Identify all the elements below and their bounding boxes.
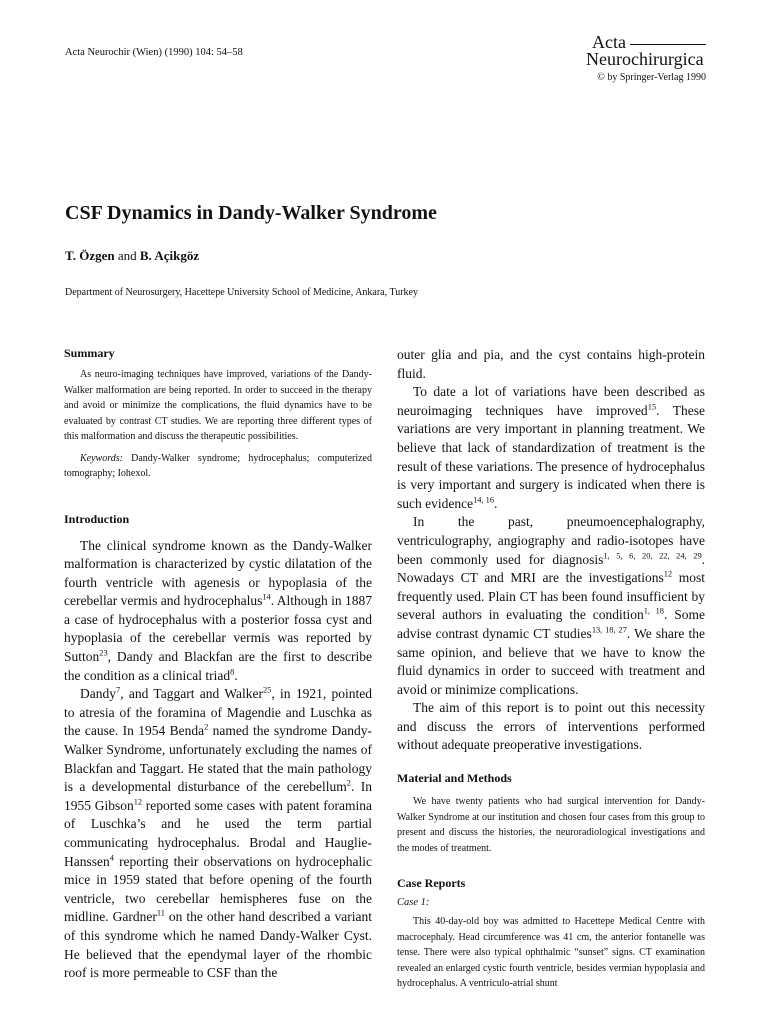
journal-reference: Acta Neurochir (Wien) (1990) 104: 54–58 — [65, 47, 243, 58]
citation: 12 — [663, 569, 673, 579]
citation: 13, 18, 27 — [591, 625, 627, 635]
body-paragraph-variations: To date a lot of variations have been described as neuroimaging techniques have improved$^{15}$. These variations are very important in planning treatment. We believe that lack of standardization of treatment is the result of these variations. The presence of hydrocephalus is very important and surgery is indicated when there is such evidence$^{14, 16}$. — [397, 384, 705, 511]
citation: 23 — [99, 648, 108, 658]
keywords-label: Keywords: — [80, 452, 123, 464]
citation: 2 — [346, 778, 351, 788]
left-column — [64, 346, 372, 983]
copyright-notice: © by Springer-Verlag 1990 — [597, 72, 706, 83]
summary-heading: Summary — [64, 346, 115, 360]
methods-heading: Material and Methods — [397, 771, 512, 786]
citation: 1, 5, 6, 20, 22, 24, 29 — [603, 551, 702, 561]
keywords-list: Dandy-Walker syndrome; hydrocephalus; computerized tomography; Iohexol. — [64, 452, 372, 479]
body-paragraph-continued: outer glia and pia, and the cyst contains high-protein fluid. — [397, 347, 705, 381]
body-paragraph-imaging: In the past, pneumoencephalography, ventriculography, angiography and radio-isotopes have been commonly used for diagnosis$^{1, 5, 6, 20, 22, 24, 29}$. Nowadays CT and MRI are the investigations$^{12}$ most frequently used. Plain CT has been found insufficient by several authors in evaluating the condition$^{1, 18}$. Some advise contrast dynamic CT studies$^{13, 18, 27}$. We share the same opinion, and believe that we have to know the fluid dynamics in order to succeed with treatment and avoid or minimize complications. — [397, 514, 705, 697]
citation: 25 — [262, 685, 272, 695]
citation: 7 — [116, 685, 121, 695]
article-title: CSF Dynamics in Dandy-Walker Syndrome — [65, 202, 437, 224]
citation: 12 — [133, 797, 143, 807]
author-conjunction: and — [114, 248, 140, 263]
journal-logo — [586, 34, 706, 83]
citation: 8 — [230, 667, 235, 677]
citation: 14 — [262, 592, 271, 602]
intro-paragraph-1: The clinical syndrome known as the Dandy-Walker malformation is characterized by cystic dilatation of the fourth ventricle with agenesis or hypoplasia of the cerebellar vermis and hydrocephalus$^{14}$. Although in 1887 a case of hydrocephalus with a posterior fossa cyst and hypoplasia of the cerebellar vermis was reported by Sutton$^{23}$, Dandy and Blackfan are the first to describe the condition as a clinical triad$^8$. — [64, 537, 372, 683]
author-ozgen: T. Özgen — [65, 248, 115, 263]
citation: 14, 16 — [473, 495, 494, 505]
body-paragraph-aim: The aim of this report is to point out this necessity and discuss the errors of interventions performed without adequate preoperative investigations. — [397, 700, 705, 753]
case-1-text: This 40-day-old boy was admitted to Hacettepe Medical Centre with macrocephaly. Head circumference was 41 cm, the anterior fontanelle was tense. There were also typical ophthalmic “sunset” signs. CT examination revealed an enlarged cystic fourth ventricle, besides vermian hypoplasia and hydrocephalus. A ventriculo-atrial shunt — [397, 916, 705, 990]
citation: 1, 18 — [643, 606, 664, 616]
citation: 4 — [109, 853, 114, 863]
methods-text: We have twenty patients who had surgical intervention for Dandy-Walker Syndrome at our institution and chosen four cases from this group to present and discuss the histories, the neuroradiological investigations and the modes of treatment. — [397, 796, 705, 854]
author-list — [65, 248, 199, 264]
case-reports-heading: Case Reports — [397, 876, 466, 891]
citation: 15 — [647, 402, 657, 412]
author-acikgoz: B. Açikgöz — [139, 248, 200, 263]
right-column — [397, 346, 705, 992]
introduction-heading: Introduction — [64, 511, 130, 526]
citation: 2 — [204, 722, 209, 732]
affiliation: Department of Neurosurgery, Hacettepe University School of Medicine, Ankara, Turkey — [65, 287, 418, 298]
case-1-label: Case 1: — [397, 897, 430, 909]
citation: 11 — [156, 908, 165, 918]
intro-paragraph-2: Dandy$^7$, and Taggart and Walker$^{25}$, in 1921, pointed to atresia of the foramina of Magendie and Luschka as the cause. In 1954 Benda$^2$ named the syndrome Dandy-Walker Syndrome, unfortunately excluding the names of Blackfan and Taggart. He stated that the main pathology is a developmental disturbance of the cerebellum$^2$. In 1955 Gibson$^{12}$ reported some cases with patent foramina of Luschka’s and he used the term partial communicating hydrocephalus. Brodal and Hauglie-Hanssen$^4$ reporting their observations on hydrocephalic mice in 1959 stated that before opening of the fourth ventricle, two cerebellar hemispheres fuse on the midline. Gardner$^{11}$ on the other hand described a variant of this syndrome which he named Dandy-Walker Cyst. He believed that the ependymal layer of the rhombic roof is more permeable to CSF than the — [64, 685, 373, 981]
keywords — [64, 451, 372, 482]
logo-acta: Acta — [586, 34, 706, 50]
logo-neurochirurgica: Neurochirurgica — [586, 49, 704, 69]
summary-text: As neuro-imaging techniques have improved, variations of the Dandy-Walker malformation are being reported. In order to succeed in the therapy and avoid or minimize the complications, the fluid dynamics have to be evaluated by contrast CT studies. We are reporting three different types of this malformation and discuss the therapeutic possibilities. — [64, 369, 372, 442]
